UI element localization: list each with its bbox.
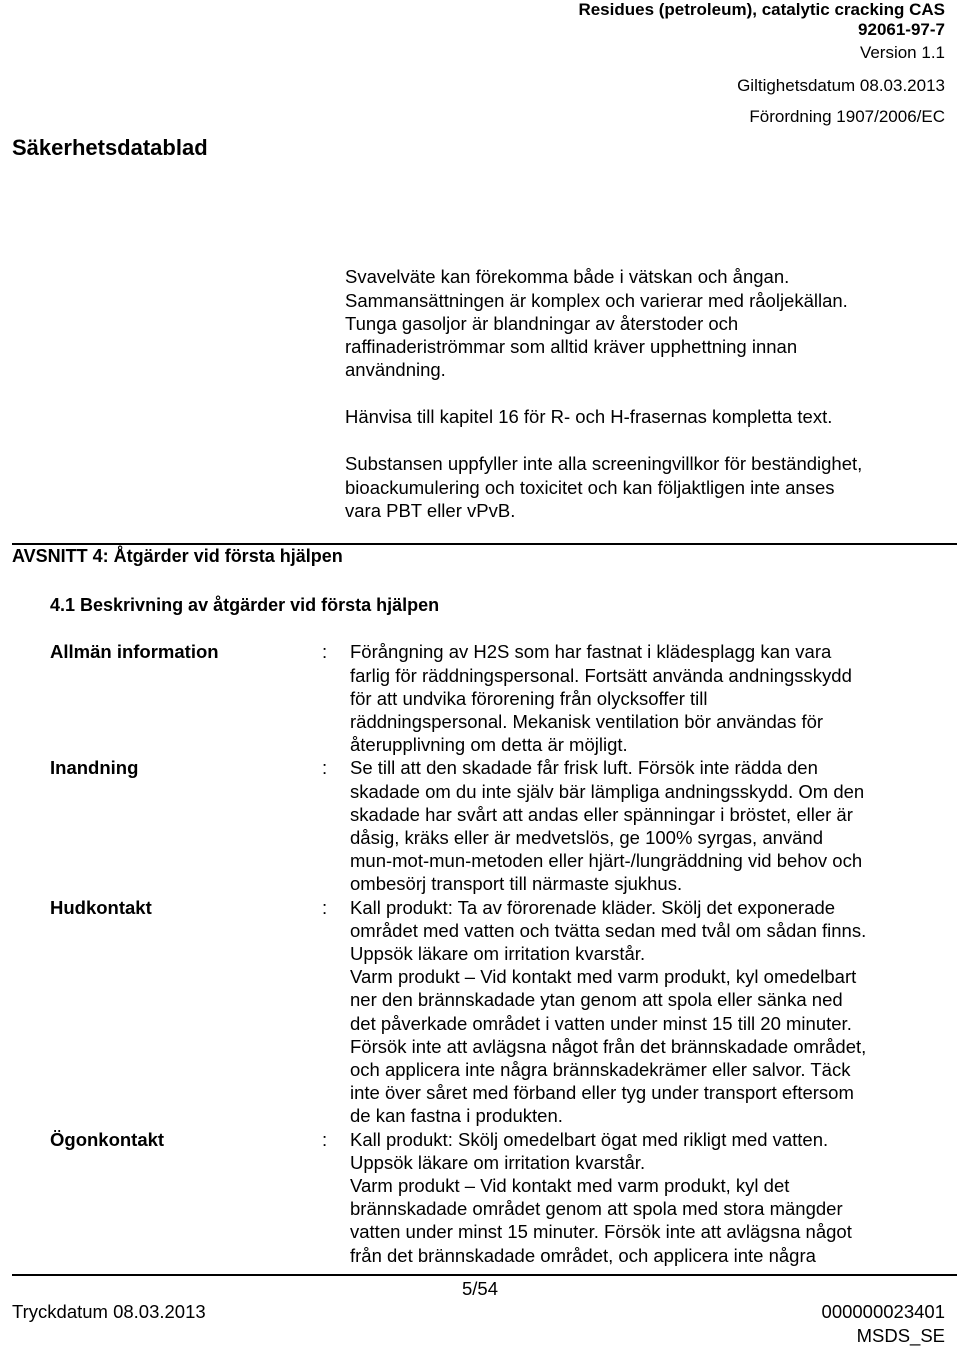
text-line: Uppsök läkare om irritation kvarstår. — [350, 1151, 646, 1173]
text-line: ner den brännskadade ytan genom att spola eller sänka ned — [350, 989, 843, 1011]
first-aid-row-inhalation — [0, 756, 960, 895]
row-text — [350, 896, 960, 1128]
text-line: dåsig, kräks eller är medvetslös, ge 100% syrgas, använd — [350, 827, 824, 849]
validity-date: Giltighetsdatum 08.03.2013 — [737, 76, 945, 95]
text-line: raffinaderiströmmar som alltid kräver upphettning innan — [345, 336, 798, 357]
row-separator: : — [322, 896, 328, 918]
row-separator: : — [322, 1128, 328, 1150]
regulation-label: Förordning 1907/2006/EC — [749, 107, 945, 126]
text-line: Substansen uppfyller inte alla screeningvillkor för beständighet, — [345, 453, 863, 475]
intro-paragraph-composition — [345, 265, 848, 381]
intro-paragraph-reference — [345, 405, 832, 428]
row-label: Ögonkontakt — [50, 1128, 165, 1150]
intro-paragraph-pbt — [345, 452, 862, 522]
first-aid-row-skin — [0, 896, 960, 1128]
version-label: Version 1.1 — [859, 43, 945, 62]
text-line: återupplivning om detta är möjligt. — [350, 734, 628, 756]
text-line: Kall produkt: Ta av förorenade kläder. Skölj det exponerade — [350, 896, 836, 918]
text-line: bioackumulering och toxicitet och kan följaktligen inte anses — [345, 476, 835, 498]
text-line: vatten under minst 15 minuter. Försök inte att avlägsna något — [350, 1221, 852, 1243]
text-line: inte över såret med förband eller tyg under transport eftersom — [350, 1082, 854, 1104]
first-aid-list — [0, 640, 960, 1266]
text-line: skadade har svårt att andas eller spänningar i bröstet, eller är — [350, 803, 853, 825]
text-line: brännskadade området genom att spola med stora mängder — [350, 1198, 843, 1220]
text-line: Hänvisa till kapitel 16 för R- och H-frasernas kompletta text. — [345, 406, 833, 428]
first-aid-row-eyes — [0, 1128, 960, 1267]
text-line: räddningspersonal. Mekanisk ventilation bör användas för — [350, 711, 824, 732]
product-name: Residues (petroleum), catalytic cracking CAS — [578, 0, 945, 19]
text-line: Sammansättningen är komplex och varierar med råoljekällan. — [345, 289, 848, 311]
row-separator: : — [322, 641, 328, 663]
text-line: Se till att den skadade får frisk luft. Försök inte rädda den — [350, 757, 818, 779]
page-number: 5/54 — [461, 1278, 498, 1300]
text-line: Förångning av H2S som har fastnat i klädesplagg kan vara — [350, 641, 832, 663]
row-label: Allmän information — [50, 641, 219, 663]
text-line: mun-mot-mun-metoden eller hjärt-/lungräddning vid behov och — [350, 850, 863, 872]
row-label: Hudkontakt — [50, 896, 152, 918]
text-line: de kan fastna i produkten. — [350, 1105, 563, 1127]
subsection-heading: 4.1 Beskrivning av åtgärder vid första hjälpen — [50, 595, 440, 615]
cas-number: 92061-97-7 — [858, 20, 945, 39]
text-line: området med vatten och tvätta sedan med tvål om sådan finns. — [350, 919, 867, 941]
row-separator: : — [322, 757, 328, 779]
text-line: användning. — [345, 359, 446, 381]
text-line: Svavelväte kan förekomma både i vätskan och ångan. — [345, 266, 790, 288]
row-text — [350, 1128, 960, 1267]
document-code: MSDS_SE — [856, 1325, 945, 1347]
text-line: Varm produkt – Vid kontakt med varm produkt, kyl det — [350, 1175, 790, 1197]
document-number: 000000023401 — [821, 1301, 945, 1323]
text-line: Tunga gasoljor är blandningar av återstoder och — [345, 312, 739, 334]
document-title: Säkerhetsdatablad — [12, 135, 208, 160]
text-line: skadade om du inte själv bär lämpliga andningsskydd. Om den — [350, 780, 865, 802]
text-line: vara PBT eller vPvB. — [345, 499, 516, 521]
text-line: Kall produkt: Skölj omedelbart ögat med rikligt med vatten. — [350, 1128, 829, 1150]
footer-divider — [12, 1274, 957, 1276]
text-line: det påverkade området i vatten under minst 15 till 20 minuter. — [350, 1012, 852, 1034]
text-line: från det brännskadade området, och applicera inte några — [350, 1244, 816, 1266]
text-line: ombesörj transport till närmaste sjukhus. — [350, 873, 683, 895]
first-aid-row-general — [0, 640, 960, 756]
text-line: Varm produkt – Vid kontakt med varm produkt, kyl omedelbart — [350, 966, 857, 988]
text-line: Uppsök läkare om irritation kvarstår. — [350, 943, 646, 965]
row-text — [350, 756, 960, 895]
text-line: Försök inte att avlägsna något från det brännskadade området, — [350, 1035, 867, 1057]
text-line: och applicera inte några brännskadekrämer eller salvor. Täck — [350, 1059, 851, 1081]
row-text — [350, 640, 960, 756]
section-heading: AVSNITT 4: Åtgärder vid första hjälpen — [12, 546, 343, 566]
text-line: för att undvika förorening från olycksoffer till — [350, 687, 708, 709]
text-line: farlig för räddningspersonal. Fortsätt använda andningsskydd — [350, 664, 852, 686]
print-date: Tryckdatum 08.03.2013 — [12, 1301, 206, 1323]
row-label: Inandning — [50, 757, 139, 779]
